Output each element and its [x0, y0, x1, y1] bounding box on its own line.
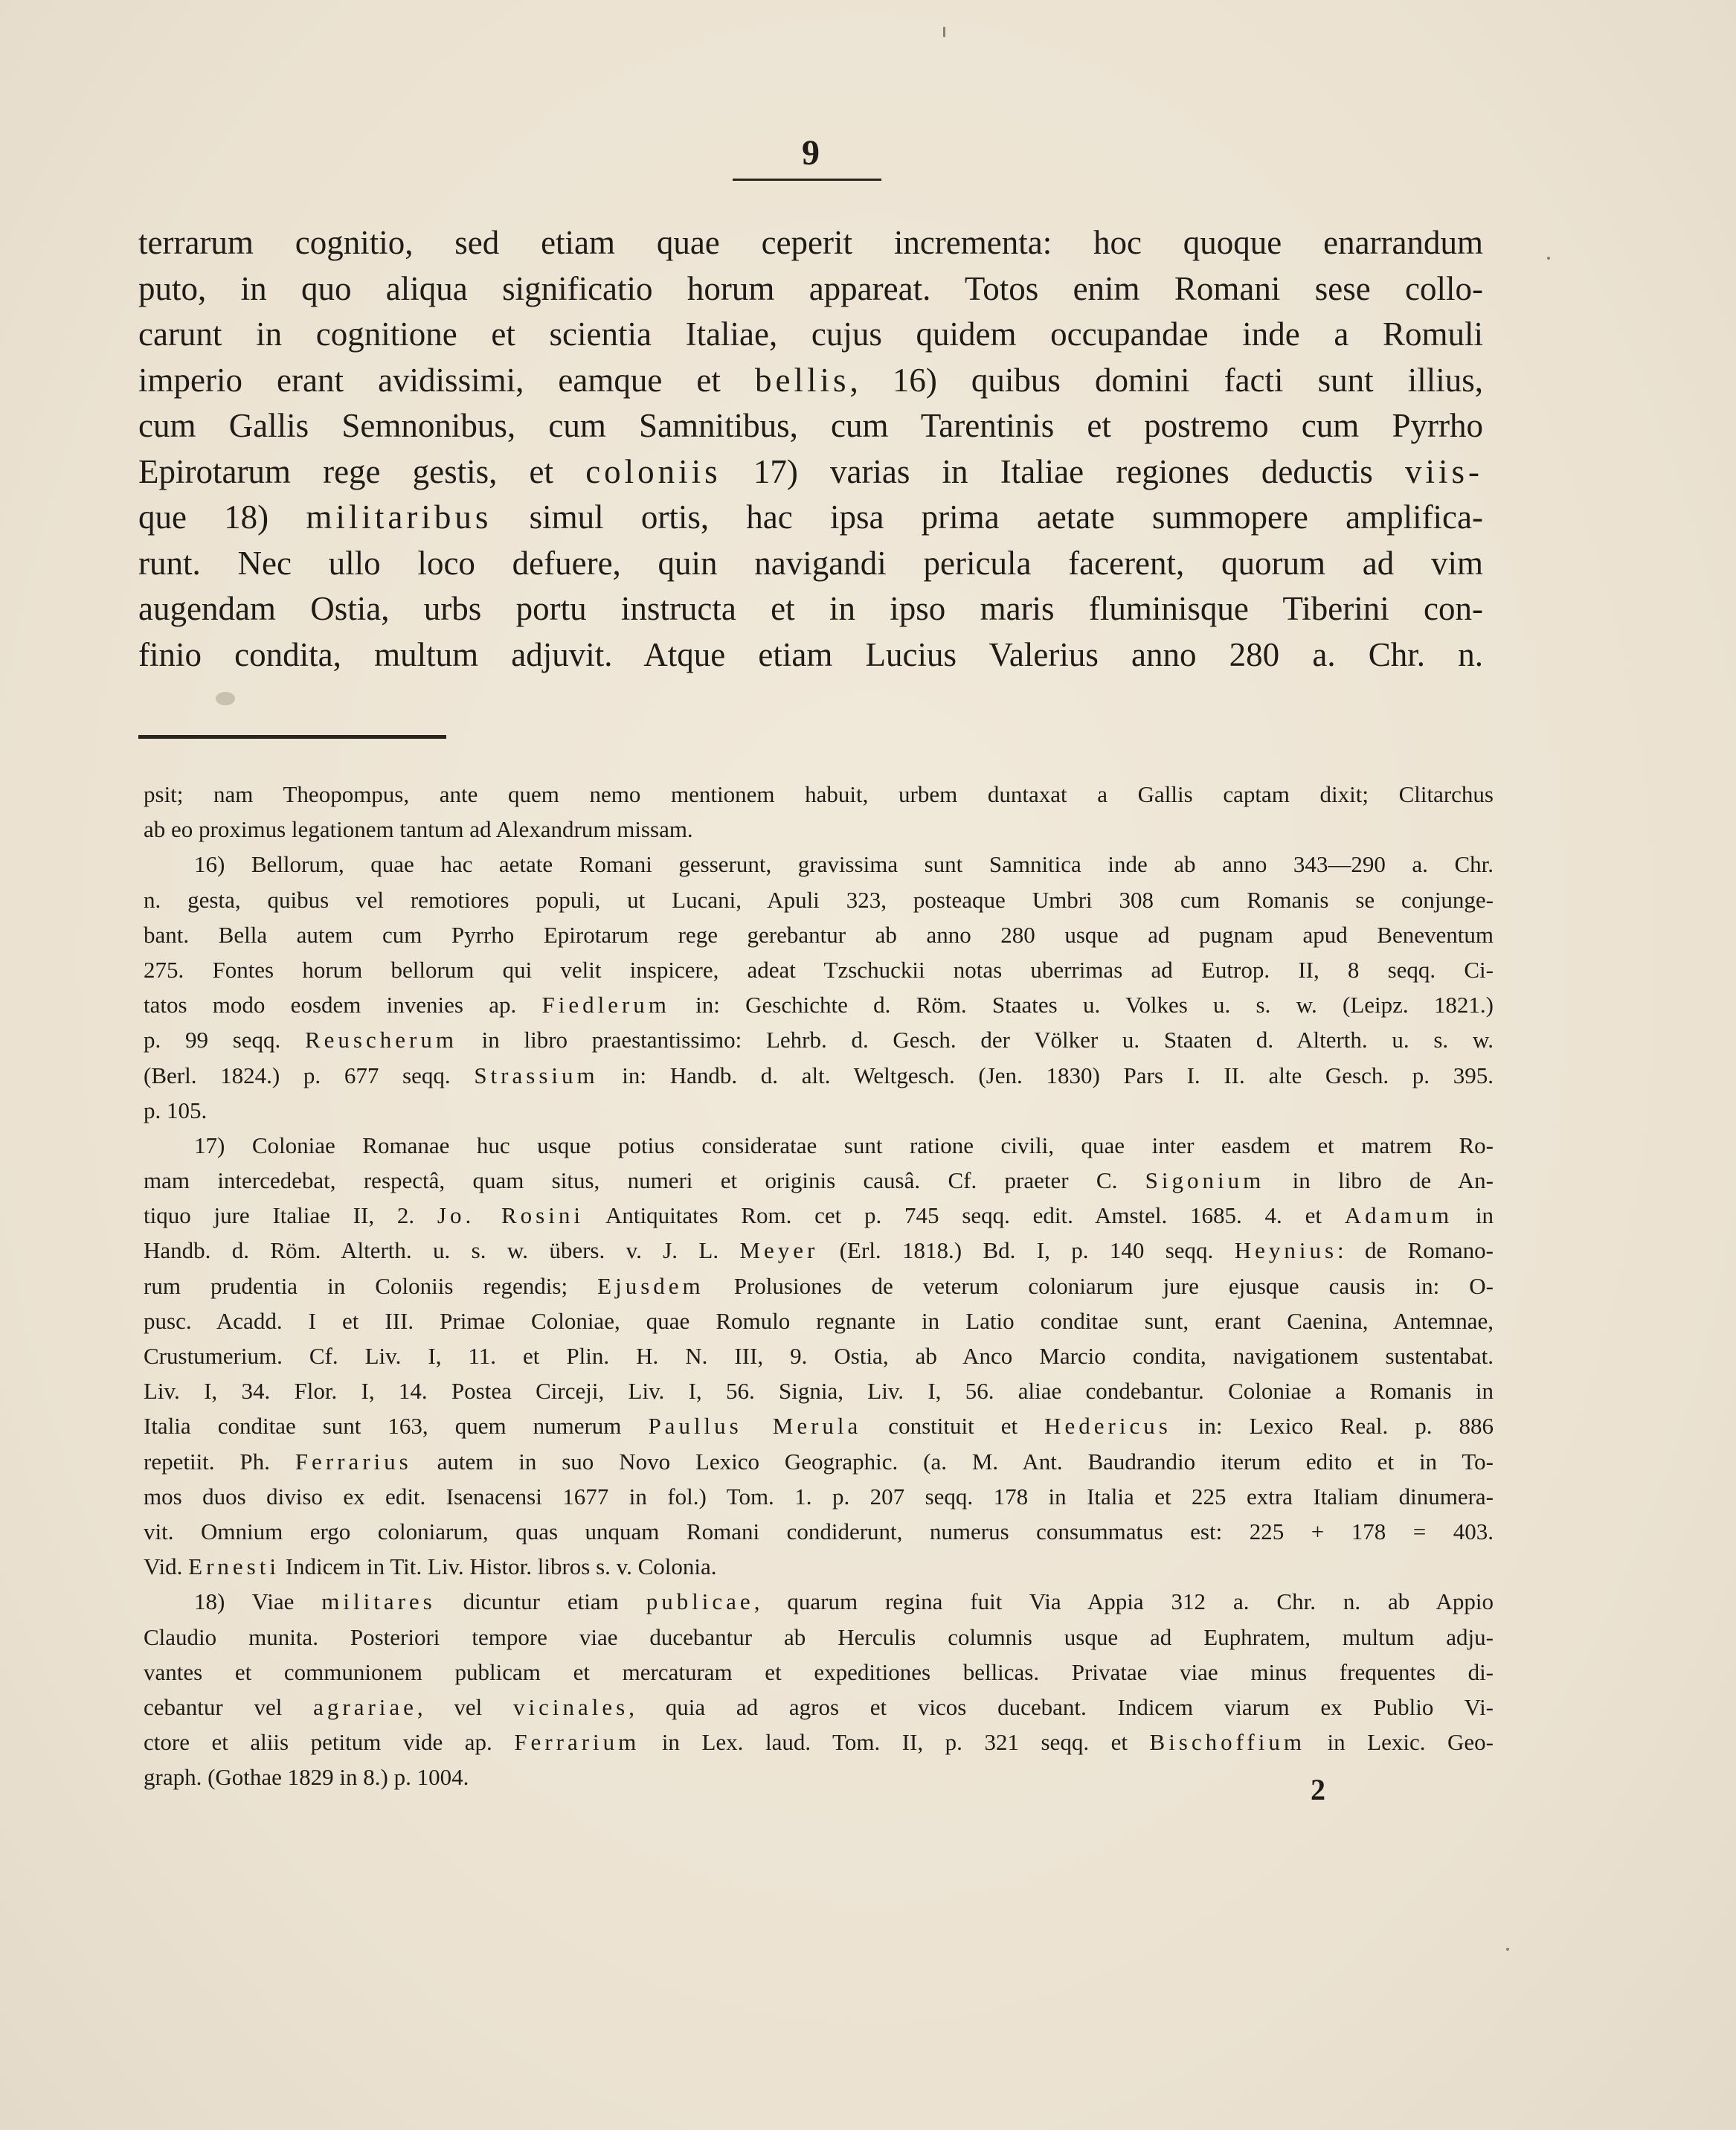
- emphasis-spaced: viis-: [1404, 452, 1483, 490]
- emphasis-spaced: militaribus: [306, 498, 492, 536]
- emphasis-spaced: Ernesti: [188, 1553, 280, 1580]
- paper-speck: [943, 27, 945, 37]
- main-text-block: [138, 220, 1483, 678]
- footnote-line: ctore et aliis petitum vide ap. Ferrarium in Lex. laud. Tom. II, p. 321 seqq. et Bischoffium in Lexic. Geo-: [144, 1729, 1494, 1756]
- footnote-line: p. 105.: [144, 1097, 208, 1123]
- footnote-line: Claudio munita. Posteriori tempore viae ducebantur ab Herculis columnis usque ad Euphratem, multum adju-: [144, 1623, 1494, 1650]
- main-text-line: imperio erant avidissimi, eamque et bellis, 16) quibus domini facti sunt illius,: [138, 361, 1484, 399]
- footnote-line: repetiit. Ph. Ferrarius autem in suo Novo Lexico Geographic. (a. M. Ant. Baudrandio iterum edito et in To-: [144, 1448, 1494, 1475]
- emphasis-spaced: Paullus Merula: [648, 1413, 862, 1440]
- paper-speck: [1506, 1948, 1509, 1951]
- footnote-line: Italia conditae sunt 163, quem numerum Paullus Merula constituit et Hedericus in: Lexico Real. p. 886: [144, 1413, 1494, 1440]
- emphasis-spaced: bellis: [755, 361, 850, 399]
- emphasis-spaced: Reuscherum: [304, 1027, 457, 1053]
- main-text-line: carunt in cognitione et scientia Italiae, cujus quidem occupandae inde a Romuli: [138, 315, 1483, 353]
- emphasis-spaced: militares: [321, 1588, 436, 1615]
- emphasis-spaced: Fiedlerum: [541, 992, 670, 1019]
- footnote-line: cebantur vel agrariae, vel vicinales, quia ad agros et vicos ducebant. Indicem viarum ex Publio Vi-: [144, 1693, 1494, 1720]
- footnote-line: tatos modo eosdem invenies ap. Fiedlerum in: Geschichte d. Röm. Staates u. Volkes u. s. w. (Leipz. 1821.): [144, 992, 1494, 1019]
- paper-speck: [1547, 257, 1550, 260]
- emphasis-spaced: coloniis: [585, 452, 721, 490]
- footnote-line: Liv. I, 34. Flor. I, 14. Postea Circeji, Liv. I, 56. Signia, Liv. I, 56. aliae condebantur. Coloniae a Romanis in: [144, 1378, 1494, 1405]
- emphasis-spaced: publicae: [646, 1588, 754, 1615]
- emphasis-spaced: Heynius: [1234, 1237, 1338, 1264]
- footnote-line: 16) Bellorum, quae hac aetate Romani gesserunt, gravissima sunt Samnitica inde ab anno 343—290 a. Chr.: [194, 851, 1494, 878]
- emphasis-spaced: Bischoffium: [1149, 1729, 1305, 1756]
- main-text-line: finio condita, multum adjuvit. Atque etiam Lucius Valerius anno 280 a. Chr. n.: [138, 635, 1483, 673]
- footnote-line: mos duos diviso ex edit. Isenacensi 1677 in fol.) Tom. 1. p. 207 seqq. 178 in Italia et 225 extra Italiam dinumera-: [144, 1483, 1494, 1510]
- footnote-rule: [138, 735, 446, 739]
- footnote-line: psit; nam Theopompus, ante quem nemo mentionem habuit, urbem duntaxat a Gallis captam dixit; Clitarchus: [144, 781, 1494, 807]
- main-text-line: terrarum cognitio, sed etiam quae ceperit incrementa: hoc quoque enarrandum: [138, 224, 1483, 261]
- footnote-line: 18) Viae militares dicuntur etiam publicae, quarum regina fuit Via Appia 312 a. Chr. n. ab Appio: [194, 1588, 1494, 1615]
- footnote-line: vantes et communionem publicam et mercaturam et expeditiones bellicas. Privatae viae minus frequentes di-: [144, 1658, 1494, 1685]
- footnote-line: ab eo proximus legationem tantum ad Alexandrum missam.: [144, 816, 693, 843]
- footnote-line: rum prudentia in Coloniis regendis; Ejusdem Prolusiones de veterum coloniarum jure ejusque causis in: O-: [144, 1272, 1494, 1299]
- footnote-line: Crustumerium. Cf. Liv. I, 11. et Plin. H. N. III, 9. Ostia, ab Anco Marcio condita, navigationem sustentabat.: [144, 1343, 1494, 1369]
- footnote-line: Handb. d. Röm. Alterth. u. s. w. übers. v. J. L. Meyer (Erl. 1818.) Bd. I, p. 140 seqq. Heynius: de Romano-: [144, 1237, 1494, 1264]
- page-number: 9: [802, 133, 820, 173]
- footnote-line: tiquo jure Italiae II, 2. Jo. Rosini Antiquitates Rom. cet p. 745 seqq. edit. Amstel. 1685. 4. et Adamum in: [144, 1202, 1494, 1229]
- emphasis-spaced: Meyer: [739, 1237, 819, 1264]
- footnote-line: Vid. Ernesti Indicem in Tit. Liv. Histor. libros s. v. Colonia.: [144, 1553, 717, 1580]
- main-text-line: augendam Ostia, urbs portu instructa et in ipso maris fluminisque Tiberini con-: [138, 590, 1483, 627]
- footnote-line: mam intercedebat, respectâ, quam situs, numeri et originis causâ. Cf. praeter C. Sigonium in libro de An-: [144, 1167, 1494, 1194]
- footnote-line: vit. Omnium ergo coloniarum, quas unquam Romani condiderunt, numerus consummatus est: 225 + 178 = 403.: [144, 1518, 1494, 1544]
- main-text-line: puto, in quo aliqua significatio horum appareat. Totos enim Romani sese collo-: [138, 269, 1483, 307]
- footnote-line: bant. Bella autem cum Pyrrho Epirotarum rege gerebantur ab anno 280 usque ad pugnam apud Beneventum: [144, 921, 1494, 948]
- emphasis-spaced: Ferrarium: [514, 1729, 640, 1756]
- footnote-line: p. 99 seqq. Reuscherum in libro praestantissimo: Lehrb. d. Gesch. der Völker u. Staaten d. Alterth. u. s. w.: [144, 1027, 1494, 1053]
- emphasis-spaced: Adamum: [1344, 1202, 1453, 1229]
- footnote-line: pusc. Acadd. I et III. Primae Coloniae, quae Romulo regnante in Latio conditae sunt, erant Caenina, Antemnae,: [144, 1307, 1494, 1334]
- emphasis-spaced: Ferrarius: [295, 1448, 412, 1475]
- emphasis-spaced: vicinales: [513, 1693, 629, 1720]
- footnote-line: graph. (Gothae 1829 in 8.) p. 1004.: [144, 1764, 469, 1791]
- footnote-line: 17) Coloniae Romanae huc usque potius consideratae sunt ratione civili, quae inter easdem et matrem Ro-: [194, 1132, 1494, 1158]
- emphasis-spaced: Sigonium: [1145, 1167, 1265, 1194]
- header-rule: [733, 179, 881, 181]
- main-text-line: que 18) militaribus simul ortis, hac ipsa prima aetate summopere amplifica-: [138, 498, 1483, 536]
- emphasis-spaced: Hedericus: [1044, 1413, 1171, 1440]
- emphasis-spaced: agrariae: [313, 1693, 417, 1720]
- footnote-line: (Berl. 1824.) p. 677 seqq. Strassium in: Handb. d. alt. Weltgesch. (Jen. 1830) Pars I. II. alte Gesch. p. 395.: [144, 1062, 1494, 1088]
- emphasis-spaced: Jo. Rosini: [437, 1202, 584, 1229]
- main-text-line: Epirotarum rege gestis, et coloniis 17) varias in Italiae regiones deductis viis-: [138, 452, 1483, 490]
- footnote-line: n. gesta, quibus vel remotiores populi, ut Lucani, Apuli 323, posteaque Umbri 308 cum Romanis se conjunge-: [144, 886, 1494, 913]
- emphasis-spaced: Strassium: [474, 1062, 599, 1088]
- main-text-line: runt. Nec ullo loco defuere, quin navigandi pericula facerent, quorum ad vim: [138, 544, 1483, 582]
- signature-mark: 2: [1311, 1773, 1325, 1806]
- paper-stain: [216, 692, 235, 705]
- main-text-line: cum Gallis Semnonibus, cum Samnitibus, cum Tarentinis et postremo cum Pyrrho: [138, 407, 1483, 444]
- footnote-line: 275. Fontes horum bellorum qui velit inspicere, adeat Tzschuckii notas uberrimas ad Eutrop. II, 8 seqq. Ci-: [144, 956, 1494, 983]
- footnotes-block: [144, 777, 1494, 1794]
- emphasis-spaced: Ejusdem: [597, 1272, 704, 1299]
